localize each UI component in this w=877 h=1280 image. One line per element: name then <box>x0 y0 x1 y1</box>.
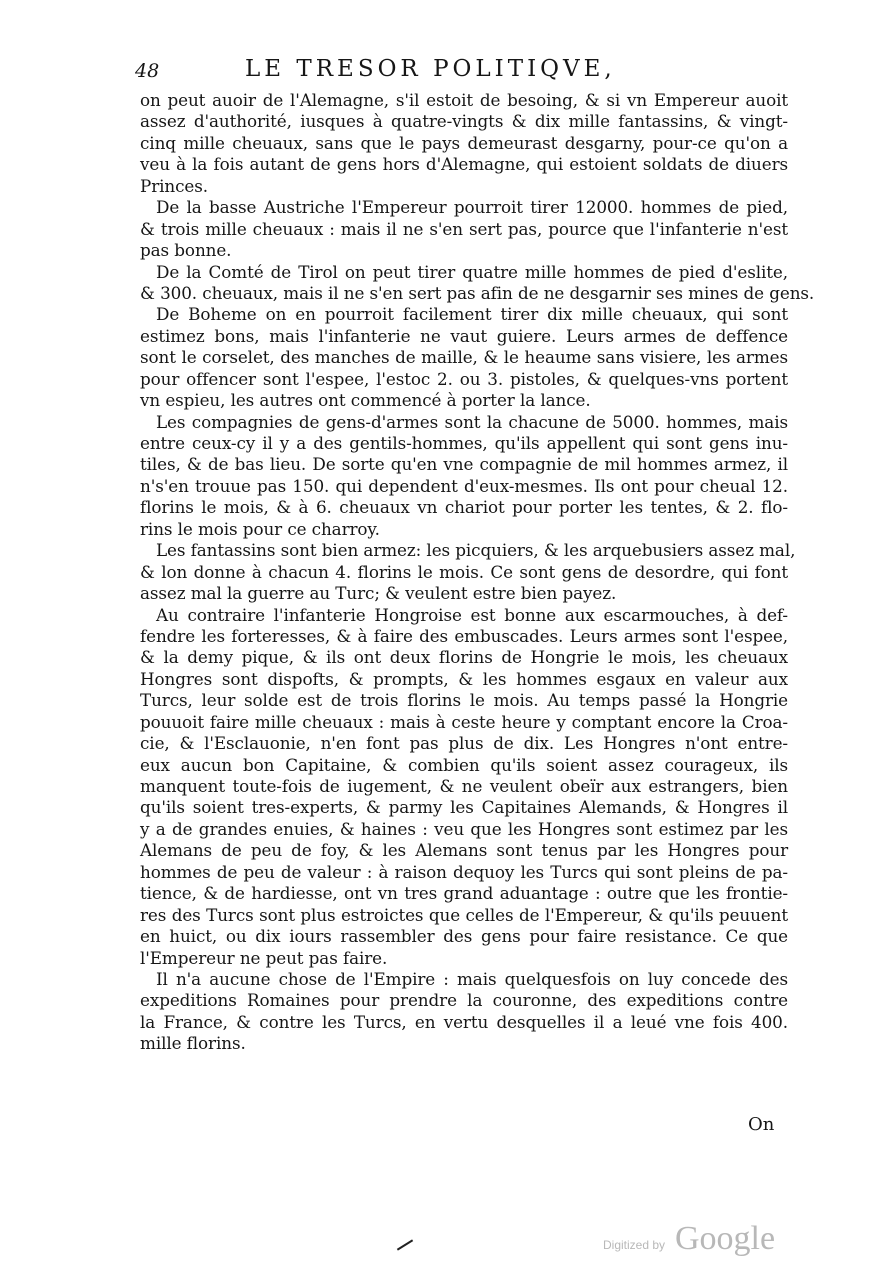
text-line: fendre les forteresses, & à faire des embuscades. Leurs armes sont l'espee, <box>140 625 788 646</box>
text-line: Hongres sont dispofts, & prompts, & les hommes esgaux en valeur aux <box>140 668 788 689</box>
text-line: cie, & l'Esclauonie, n'en font pas plus de dix. Les Hongres n'ont entre- <box>140 733 788 754</box>
page-header <box>135 56 775 90</box>
catchword: On <box>748 1114 775 1135</box>
ink-mark <box>397 1239 413 1250</box>
text-line: De la Comté de Tirol on peut tirer quatre mille hommes de pied d'eslite, <box>156 261 788 282</box>
google-logo: Google <box>675 1220 776 1257</box>
text-line: res des Turcs sont plus estroictes que celles de l'Empereur, & qu'ils peuuent <box>140 904 788 925</box>
text-line: rins le mois pour ce charroy. <box>140 518 380 539</box>
watermark-prefix: Digitized by <box>603 1238 666 1252</box>
text-line: pouuoit faire mille cheuaux : mais à ceste heure y comptant encore la Croa- <box>140 711 788 732</box>
text-line: Alemans de peu de foy, & les Alemans sont tenus par les Hongres pour <box>140 840 788 861</box>
text-line: assez d'authorité, iusques à quatre-vingts & dix mille fantassins, & vingt- <box>140 111 788 132</box>
text-line: Les fantassins sont bien armez: les picquiers, & les arquebusiers assez mal, <box>156 540 796 561</box>
text-line: Il n'a aucune chose de l'Empire : mais quelquesfois on luy concede des <box>156 968 788 989</box>
text-line: pas bonne. <box>140 240 232 261</box>
text-line: eux aucun bon Capitaine, & combien qu'ils soient assez courageux, ils <box>140 754 788 775</box>
text-line: Les compagnies de gens-d'armes sont la chacune de 5000. hommes, mais <box>156 411 788 432</box>
text-line: manquent toute-fois de iugement, & ne veulent obeïr aux estrangers, bien <box>140 776 788 796</box>
text-line: n's'en trouue pas 150. qui dependent d'eux-mesmes. Ils ont pour cheual 12. <box>140 475 788 496</box>
text-line: vn espieu, les autres ont commencé à porter la lance. <box>140 390 591 411</box>
text-line: Au contraire l'infanterie Hongroise est bonne aux escarmouches, à def- <box>156 604 788 625</box>
text-line: tience, & de hardiesse, ont vn tres grand aduantage : outre que les frontie- <box>140 883 788 904</box>
page-number: 48 <box>135 60 160 82</box>
text-line: en huict, ou dix iours rassembler des gens pour faire resistance. Ce que <box>140 926 788 947</box>
text-line: Princes. <box>140 175 208 196</box>
text-line: pour offencer sont l'espee, l'estoc 2. ou 3. pistoles, & quelques-vns portent <box>140 368 788 389</box>
text-line: & 300. cheuaux, mais il ne s'en sert pas afin de ne desgarnir ses mines de gens. <box>140 282 815 303</box>
text-line: assez mal la guerre au Turc; & veulent estre bien payez. <box>140 583 617 604</box>
text-line: & trois mille cheuaux : mais il ne s'en sert pas, pource que l'infanterie n'est <box>140 218 788 239</box>
text-line: on peut auoir de l'Alemagne, s'il estoit de besoing, & si vn Empereur auoit <box>140 90 788 110</box>
text-line: tiles, & de bas lieu. De sorte qu'en vne compagnie de mil hommes armez, il <box>140 454 788 475</box>
text-line: la France, & contre les Turcs, en vertu desquelles il a leué vne fois 400. <box>140 1011 788 1032</box>
text-line: De la basse Austriche l'Empereur pourroit tirer 12000. hommes de pied, <box>156 197 788 218</box>
text-line: entre ceux-cy il y a des gentils-hommes, qu'ils appellent qui sont gens inu- <box>140 433 788 453</box>
text-line: estimez bons, mais l'infanterie ne vaut guiere. Leurs armes de deffence <box>140 325 788 346</box>
text-line: De Boheme on en pourroit facilement tirer dix mille cheuaux, qui sont <box>156 304 788 325</box>
text-line: Turcs, leur solde est de trois florins le mois. Au temps passé la Hongrie <box>140 690 788 711</box>
text-line: hommes de peu de valeur : à raison dequoy les Turcs qui sont pleins de pa- <box>140 861 788 882</box>
text-line: qu'ils soient tres-experts, & parmy les Capitaines Alemands, & Hongres il <box>140 797 788 818</box>
text-line: l'Empereur ne peut pas faire. <box>140 947 388 968</box>
text-line: cinq mille cheuaux, sans que le pays demeurast desgarny, pour-ce qu'on a <box>140 132 788 153</box>
body-text <box>140 90 815 1055</box>
text-line: & la demy pique, & ils ont deux florins de Hongrie le mois, les cheuaux <box>140 647 788 668</box>
text-line: mille florins. <box>140 1033 246 1054</box>
text-line: & lon donne à chacun 4. florins le mois. Ce sont gens de desordre, qui font <box>140 561 788 582</box>
text-line: florins le mois, & à 6. cheuaux vn chariot pour porter les tentes, & 2. flo- <box>140 497 788 518</box>
text-line: y a de grandes enuies, & haines : veu que les Hongres sont estimez par les <box>140 818 788 839</box>
text-line: sont le corselet, des manches de maille, & le heaume sans visiere, les armes <box>140 347 788 368</box>
text-line: expeditions Romaines pour prendre la couronne, des expeditions contre <box>140 990 788 1011</box>
text-line: veu à la fois autant de gens hors d'Alemagne, qui estoient soldats de diuers <box>140 154 788 175</box>
running-title: LE TRESOR POLITIQVE, <box>245 56 616 82</box>
